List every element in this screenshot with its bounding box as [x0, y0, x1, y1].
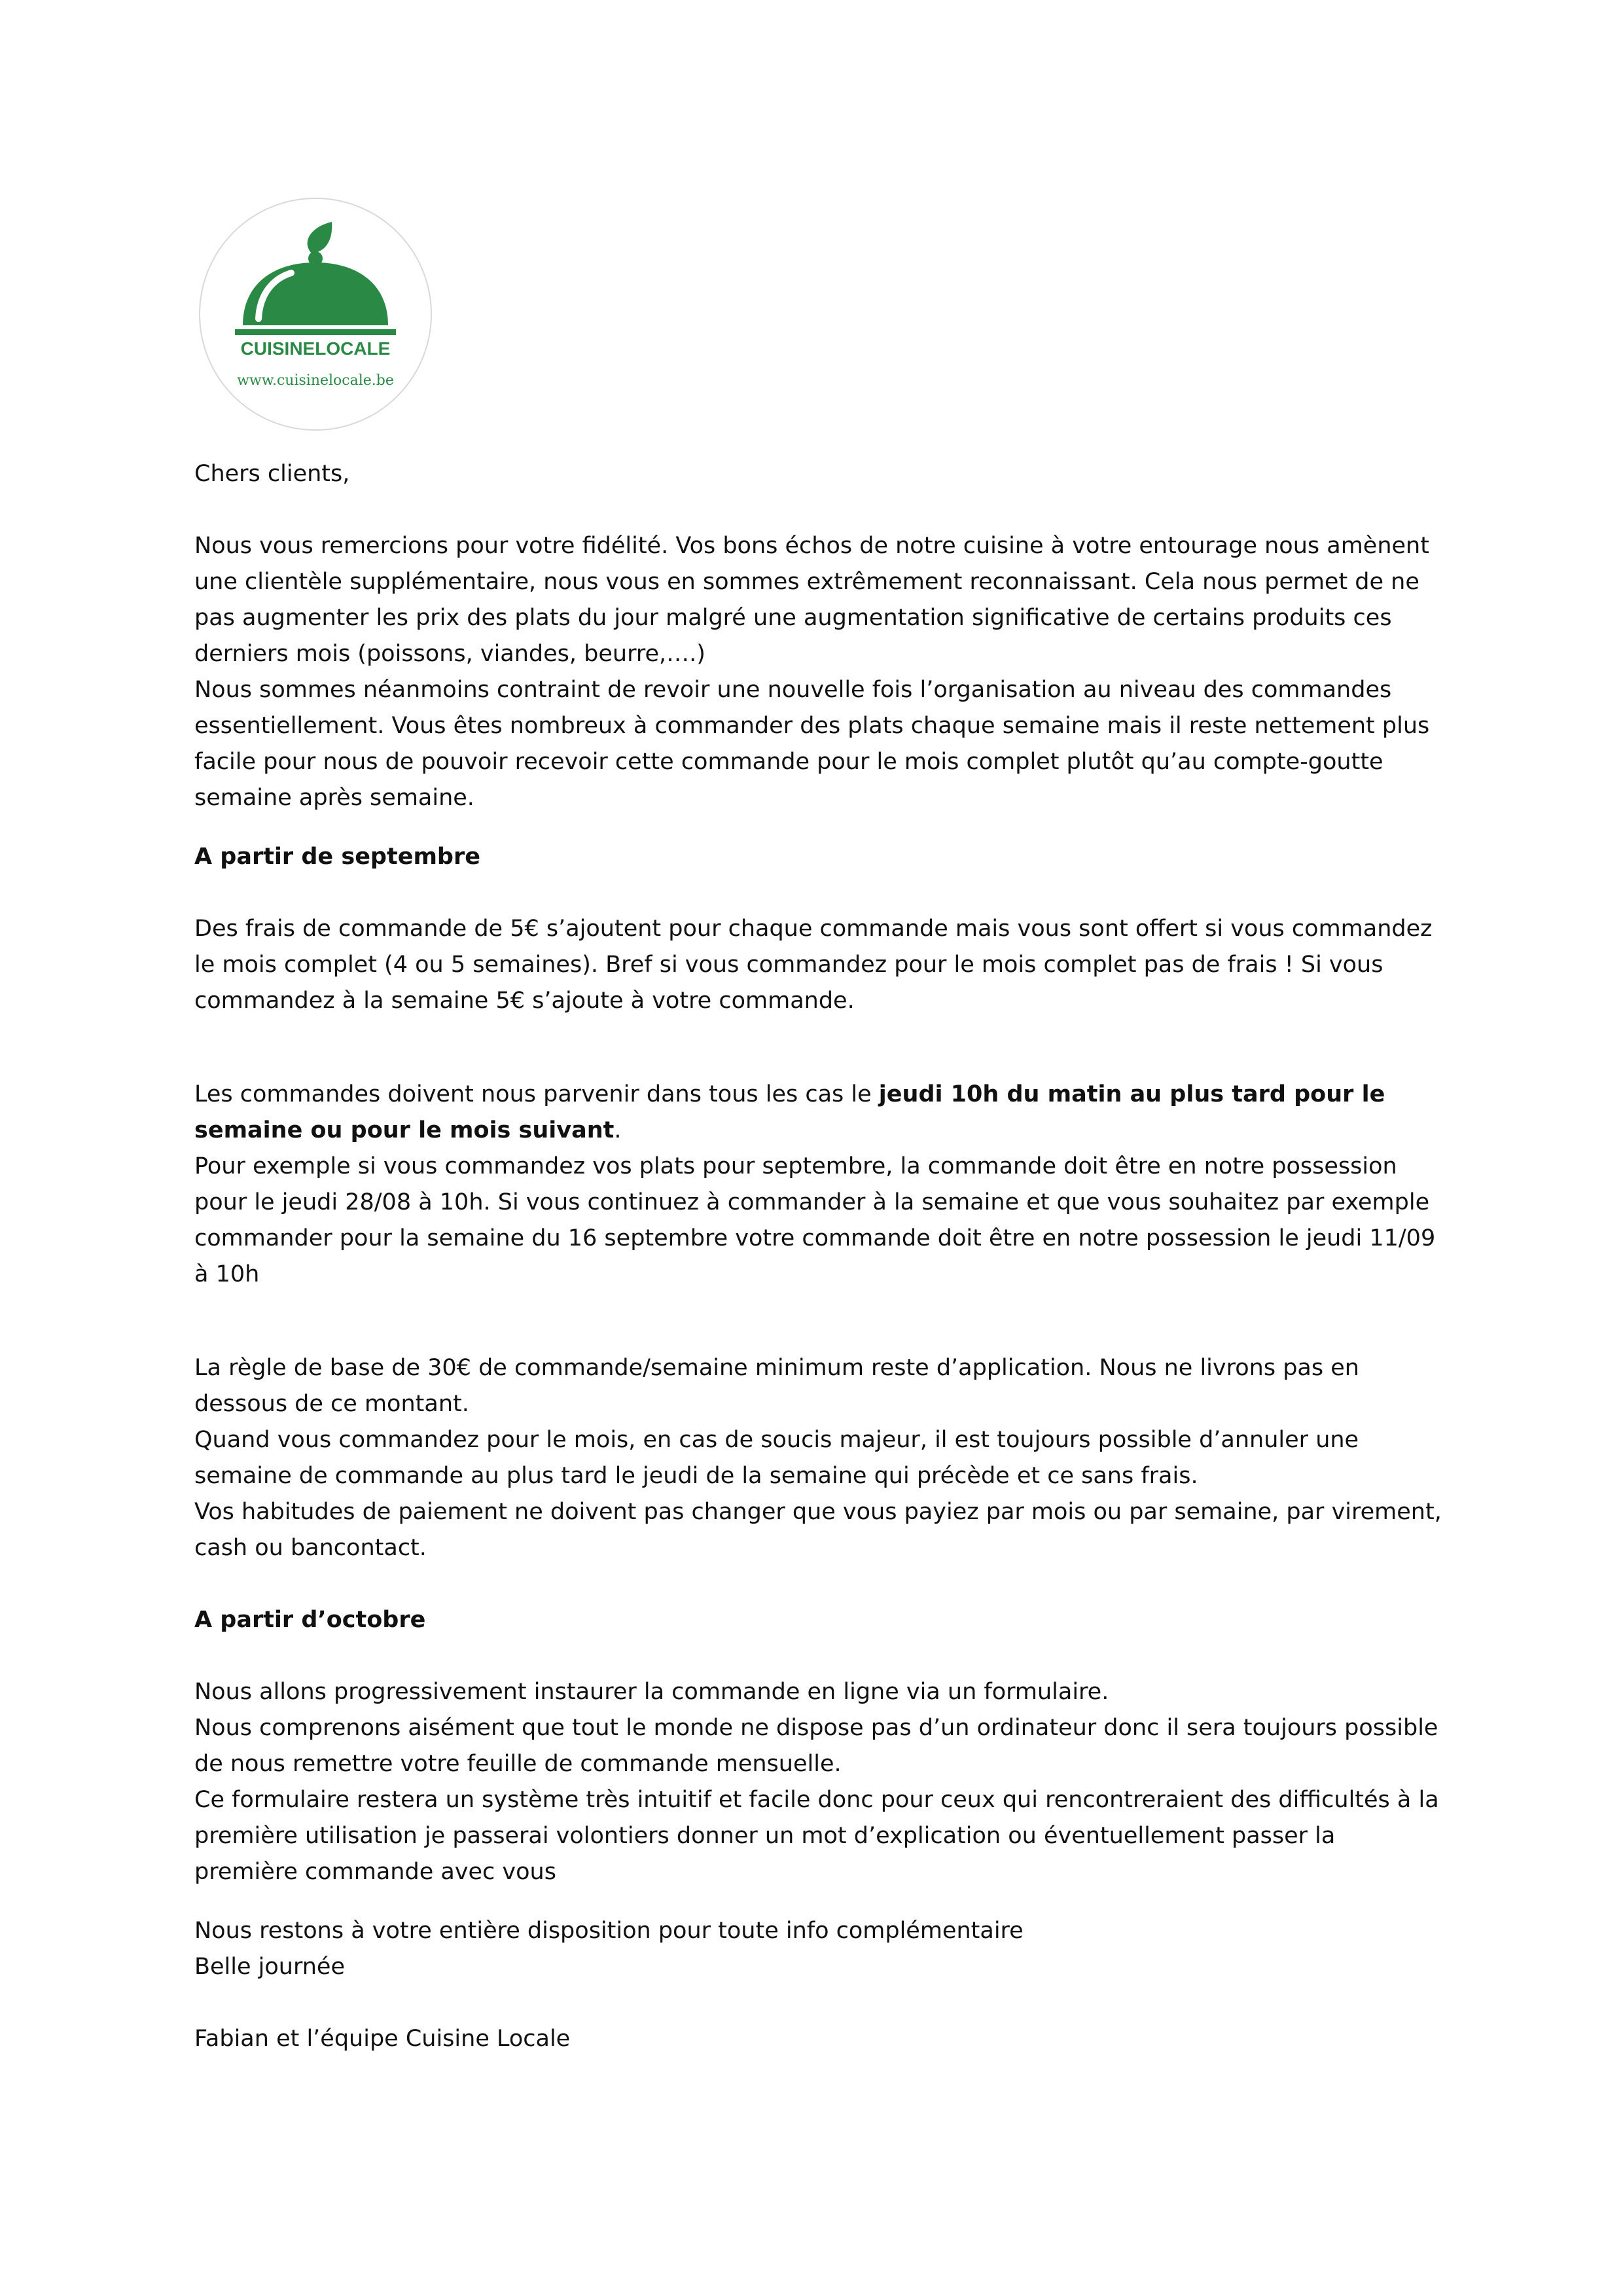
closing-line-1: Nous restons à votre entière disposition pour toute info complémentaire: [194, 1918, 1024, 1944]
rule-paragraph-2: Quand vous commandez pour le mois, en cas de soucis majeur, il est toujours possible d’annuler une semaine de commande au plus tard le jeudi de la semaine qui précède et ce sans frais.: [194, 1427, 1359, 1489]
closing-line-2: Belle journée: [194, 1954, 345, 1980]
deadline-intro-text: Les commandes doivent nous parvenir dans tous les cas le: [194, 1081, 879, 1107]
greeting: Chers clients,: [194, 461, 350, 487]
deadline-end-text: .: [614, 1117, 622, 1143]
intro-paragraph-1: Nous vous remercions pour votre fidélité. Vos bons échos de notre cuisine à votre entourage nous amènent une clientèle supplémentaire, nous vous en sommes extrêmement reconnaissant. Cela nous permet de ne pas augmenter les prix des plats du jour malgré une augmentation significative de certains produits ces derniers mois (poissons, viandes, beurre,….): [194, 533, 1429, 667]
signature: Fabian et l’équipe Cuisine Locale: [194, 2026, 571, 2052]
october-heading: A partir d’octobre: [194, 1607, 426, 1633]
october-line-3: Ce formulaire restera un système très intuitif et facile donc pour ceux qui rencontreraient des difficultés à la première utilisation je passerai volontiers donner un mot d’explication ou éventuellement passer la première commande avec vous: [194, 1787, 1439, 1885]
deadline-paragraph: [194, 1077, 1444, 1149]
intro-paragraph-2: Nous sommes néanmoins contraint de revoir une nouvelle fois l’organisation au niveau des commandes essentiellement. Vous êtes nombreux à commander des plats chaque semaine mais il reste nettement plus facile pour nous de pouvoir recevoir cette commande pour le mois complet plutôt qu’au compte-goutte semaine après semaine.: [194, 677, 1430, 811]
letter-body: [194, 456, 1444, 2057]
brand-name-text: CUISINELOCALE: [240, 338, 391, 359]
october-line-2: Nous comprenons aisément que tout le monde ne dispose pas d’un ordinateur donc il sera toujours possible de nous remettre votre feuille de commande mensuelle.: [194, 1715, 1438, 1777]
example-paragraph: Pour exemple si vous commandez vos plats pour septembre, la commande doit être en notre possession pour le jeudi 28/08 à 10h. Si vous continuez à commander à la semaine et que vous souhaitez par exemple commander pour la semaine du 16 septembre votre commande doit être en notre possession le jeudi 11/09 à 10h: [194, 1153, 1436, 1287]
deadline-bold-text: jeudi 10h du matin au plus tard pour le semaine ou pour le mois suivant: [194, 1081, 1385, 1143]
website-text: www.cuisinelocale.be: [237, 372, 394, 389]
fees-paragraph: Des frais de commande de 5€ s’ajoutent pour chaque commande mais vous sont offert si vous commandez le mois complet (4 ou 5 semaines). Bref si vous commandez pour le mois complet pas de frais ! Si vous commandez à la semaine 5€ s’ajoute à votre commande.: [194, 916, 1433, 1014]
cuisinelocale-logo: [198, 197, 433, 431]
september-heading: A partir de septembre: [194, 844, 480, 870]
october-line-1: Nous allons progressivement instaurer la commande en ligne via un formulaire.: [194, 1679, 1109, 1705]
rule-paragraph-3: Vos habitudes de paiement ne doivent pas changer que vous payiez par mois ou par semaine, par virement, cash ou bancontact.: [194, 1499, 1442, 1561]
rule-paragraph-1: La règle de base de 30€ de commande/semaine minimum reste d’application. Nous ne livrons pas en dessous de ce montant.: [194, 1355, 1359, 1417]
